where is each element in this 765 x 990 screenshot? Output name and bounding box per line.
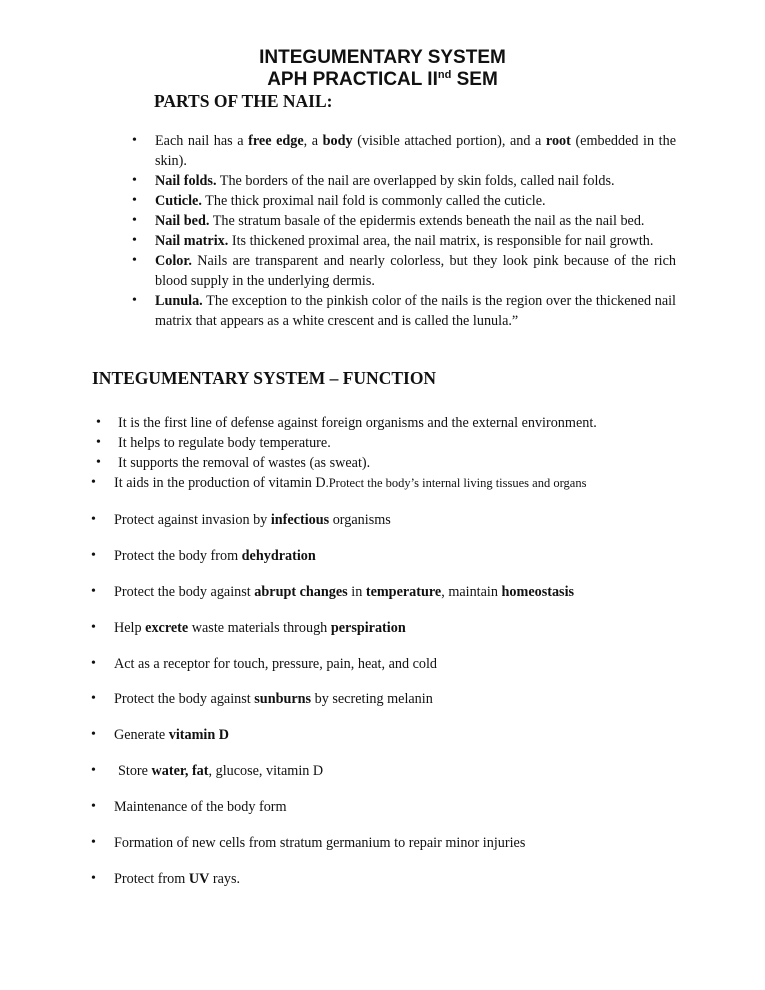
function-item-dehydration: Protect the body from dehydration xyxy=(114,548,316,564)
bullet-icon: • xyxy=(91,871,96,886)
bullet-icon: • xyxy=(91,691,96,706)
nail-parts-list xyxy=(131,131,676,331)
function-item-homeostasis: Protect the body against abrupt changes in temperature, maintain homeostasis xyxy=(114,584,575,600)
function-item-sunburn: Protect the body against sunburns by secreting melanin xyxy=(114,691,433,707)
nail-item-matrix: • Nail matrix. Its thickened proximal area, the nail matrix, is responsible for nail growth. xyxy=(131,231,676,251)
function-item-vitamin-d: It aids in the production of vitamin D.Protect the body’s internal living tissues and organs xyxy=(114,475,587,491)
subtitle-superscript: nd xyxy=(437,69,452,81)
function-item-excrete: Help excrete waste materials through perspiration xyxy=(114,620,406,636)
bullet-icon: • xyxy=(91,656,96,671)
bullet-icon: • xyxy=(91,548,96,563)
nail-item-color: • Color. Nails are transparent and nearly colorless, but they look pink because of the rich blood supply in the underlying dermis. xyxy=(131,251,676,291)
bullet-icon: • xyxy=(91,835,96,850)
bullet-icon: • xyxy=(91,620,96,635)
page-title: INTEGUMENTARY SYSTEM xyxy=(259,47,506,68)
function-item-defense: It is the first line of defense against foreign organisms and the external environment. xyxy=(118,415,597,431)
nail-item-parts: • Each nail has a free edge, a body (visible attached portion), and a root (embedded in the skin). xyxy=(131,131,676,171)
page-subtitle xyxy=(0,69,765,91)
subtitle-end: SEM xyxy=(451,69,498,90)
bullet-icon: • xyxy=(91,475,96,490)
nail-item-cuticle: • Cuticle. The thick proximal nail fold is commonly called the cuticle. xyxy=(131,191,676,211)
function-item-store: Store water, fat, glucose, vitamin D xyxy=(118,763,324,779)
subtitle-main: APH PRACTICAL II xyxy=(267,69,438,90)
function-item-temperature: It helps to regulate body temperature. xyxy=(118,435,331,451)
nail-item-bed: • Nail bed. The stratum basale of the epidermis extends beneath the nail as the nail bed. xyxy=(131,211,676,231)
nail-item-lunula: • Lunula. The exception to the pinkish color of the nails is the region over the thickened nail matrix that appears as a white crescent and is called the lunula.” xyxy=(131,291,676,331)
function-item-receptor: Act as a receptor for touch, pressure, pain, heat, and cold xyxy=(114,656,438,672)
nail-item-folds: • Nail folds. The borders of the nail are overlapped by skin folds, called nail folds. xyxy=(131,171,676,191)
bullet-icon: • xyxy=(96,455,101,470)
function-item-uv: Protect from UV rays. xyxy=(114,871,241,887)
bullet-icon: • xyxy=(91,512,96,527)
function-section-heading: INTEGUMENTARY SYSTEM – FUNCTION xyxy=(92,368,437,388)
bullet-icon: • xyxy=(91,799,96,814)
bullet-icon: • xyxy=(91,727,96,742)
bullet-icon: • xyxy=(91,763,96,778)
function-item-body-form: Maintenance of the body form xyxy=(114,799,287,815)
function-item-infection: Protect against invasion by infectious organisms xyxy=(114,512,391,528)
bullet-icon: • xyxy=(96,435,101,450)
bullet-icon: • xyxy=(96,415,101,430)
bullet-icon: • xyxy=(91,584,96,599)
nail-section-heading: PARTS OF THE NAIL: xyxy=(154,91,333,111)
function-item-new-cells: Formation of new cells from stratum germanium to repair minor injuries xyxy=(114,835,526,851)
function-item-generate-vitamin: Generate vitamin D xyxy=(114,727,230,743)
function-item-wastes: It supports the removal of wastes (as sweat). xyxy=(118,455,371,471)
